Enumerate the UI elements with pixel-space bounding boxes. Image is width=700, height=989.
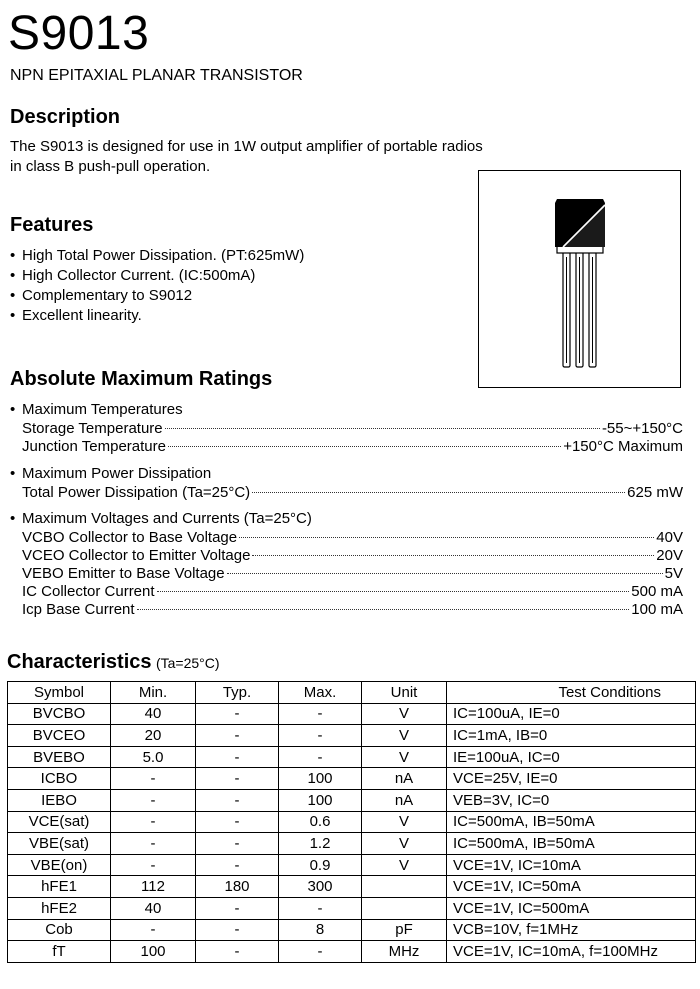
cell-typ: -	[196, 833, 279, 855]
cell-symbol: IEBO	[8, 789, 111, 811]
cell-test: VEB=3V, IC=0	[447, 789, 696, 811]
rating-group-power	[10, 464, 683, 502]
rating-group-title: • Maximum Voltages and Currents (Ta=25°C)	[10, 510, 312, 527]
cell-typ: -	[196, 897, 279, 919]
cell-test: VCE=1V, IC=10mA	[447, 854, 696, 876]
cell-symbol: fT	[8, 941, 111, 963]
cell-unit: nA	[362, 768, 447, 790]
rating-group-voltages-currents	[10, 509, 683, 619]
cell-min: 40	[111, 703, 196, 725]
characteristics-title	[7, 650, 220, 674]
bullet-icon: •	[10, 401, 16, 418]
part-number: S9013	[8, 7, 150, 60]
cell-unit: V	[362, 703, 447, 725]
cell-min: -	[111, 811, 196, 833]
characteristics-condition: (Ta=25°C)	[155, 655, 220, 671]
cell-unit: V	[362, 725, 447, 747]
cell-test: IC=500mA, IB=50mA	[447, 811, 696, 833]
cell-max: 1.2	[279, 833, 362, 855]
cell-max: 0.9	[279, 854, 362, 876]
cell-unit: nA	[362, 789, 447, 811]
cell-min: 100	[111, 941, 196, 963]
cell-symbol: ICBO	[8, 768, 111, 790]
cell-typ: -	[196, 854, 279, 876]
cell-test: IC=100uA, IE=0	[447, 703, 696, 725]
cell-symbol: VBE(on)	[8, 854, 111, 876]
subtitle: NPN EPITAXIAL PLANAR TRANSISTOR	[10, 67, 303, 84]
cell-min: -	[111, 789, 196, 811]
cell-max: 100	[279, 768, 362, 790]
cell-symbol: BVCEO	[8, 725, 111, 747]
cell-typ: 180	[196, 876, 279, 898]
rating-group-title: • Maximum Power Dissipation	[10, 465, 212, 482]
ratings-heading: Absolute Maximum Ratings	[10, 368, 273, 390]
cell-min: -	[111, 919, 196, 941]
cell-min: -	[111, 854, 196, 876]
table-row	[8, 725, 696, 747]
cell-max: -	[279, 725, 362, 747]
table-row	[8, 833, 696, 855]
cell-max: 300	[279, 876, 362, 898]
cell-test: IE=100uA, IC=0	[447, 746, 696, 768]
cell-max: -	[279, 941, 362, 963]
cell-typ: -	[196, 919, 279, 941]
cell-symbol: VBE(sat)	[8, 833, 111, 855]
leader-dots	[227, 573, 663, 574]
leader-dots	[137, 609, 630, 610]
bullet-icon: •	[10, 307, 16, 324]
col-unit: Unit	[362, 682, 447, 704]
cell-min: -	[111, 833, 196, 855]
table-row	[8, 897, 696, 919]
col-test-conditions: Test Conditions	[447, 682, 696, 704]
cell-test: VCE=1V, IC=50mA	[447, 876, 696, 898]
cell-test: VCE=1V, IC=500mA	[447, 897, 696, 919]
description-text	[10, 137, 550, 177]
cell-unit: V	[362, 811, 447, 833]
cell-max: -	[279, 703, 362, 725]
cell-typ: -	[196, 725, 279, 747]
description-line-1: The S9013 is designed for use in 1W output amplifier of portable radios	[10, 138, 483, 155]
col-min: Min.	[111, 682, 196, 704]
table-row	[8, 854, 696, 876]
cell-test: VCE=1V, IC=10mA, f=100MHz	[447, 941, 696, 963]
table-row	[8, 941, 696, 963]
table-row	[8, 876, 696, 898]
cell-typ: -	[196, 746, 279, 768]
table-body	[8, 703, 696, 962]
cell-test: VCE=25V, IE=0	[447, 768, 696, 790]
leader-dots	[165, 428, 600, 429]
bullet-icon: •	[10, 267, 16, 284]
cell-symbol: BVEBO	[8, 746, 111, 768]
description-heading: Description	[10, 106, 121, 128]
feature-item: • Excellent linearity.	[10, 307, 142, 324]
col-typ: Typ.	[196, 682, 279, 704]
col-symbol: Symbol	[8, 682, 111, 704]
cell-max: 0.6	[279, 811, 362, 833]
table-row	[8, 811, 696, 833]
leader-dots	[157, 591, 630, 592]
cell-unit: V	[362, 833, 447, 855]
cell-unit	[362, 897, 447, 919]
rating-row: Icp Base Current 100 mA	[22, 601, 683, 618]
table-row	[8, 768, 696, 790]
rating-group-temperatures	[10, 400, 683, 456]
bullet-icon: •	[10, 465, 16, 482]
cell-min: 20	[111, 725, 196, 747]
cell-symbol: hFE1	[8, 876, 111, 898]
cell-max: 100	[279, 789, 362, 811]
cell-min: -	[111, 768, 196, 790]
table-row	[8, 919, 696, 941]
to92-transistor-icon	[479, 171, 680, 387]
cell-typ: -	[196, 789, 279, 811]
cell-typ: -	[196, 703, 279, 725]
table-row	[8, 789, 696, 811]
features-list	[10, 246, 304, 326]
leader-dots	[168, 446, 561, 447]
characteristics-heading: Characteristics	[7, 651, 152, 673]
bullet-icon: •	[10, 510, 16, 527]
cell-test: VCB=10V, f=1MHz	[447, 919, 696, 941]
feature-item: • High Collector Current. (IC:500mA)	[10, 267, 256, 284]
rating-group-title: • Maximum Temperatures	[10, 401, 183, 418]
cell-unit: pF	[362, 919, 447, 941]
table-row	[8, 703, 696, 725]
leader-dots	[252, 492, 625, 493]
cell-unit: MHz	[362, 941, 447, 963]
rating-row: VCEO Collector to Emitter Voltage 20V	[22, 547, 683, 564]
cell-typ: -	[196, 941, 279, 963]
description-line-2: in class B push-pull operation.	[10, 158, 211, 175]
table-row	[8, 746, 696, 768]
table-header-row	[8, 682, 696, 704]
bullet-icon: •	[10, 287, 16, 304]
leader-dots	[252, 555, 654, 556]
features-heading: Features	[10, 214, 94, 236]
rating-row: Total Power Dissipation (Ta=25°C) 625 mW	[22, 484, 683, 501]
cell-max: 8	[279, 919, 362, 941]
rating-row: Storage Temperature -55~+150°C	[22, 420, 683, 437]
transistor-image-box	[478, 170, 681, 388]
cell-unit: V	[362, 746, 447, 768]
cell-unit	[362, 876, 447, 898]
cell-symbol: VCE(sat)	[8, 811, 111, 833]
cell-test: IC=1mA, IB=0	[447, 725, 696, 747]
cell-typ: -	[196, 811, 279, 833]
cell-typ: -	[196, 768, 279, 790]
cell-unit: V	[362, 854, 447, 876]
col-max: Max.	[279, 682, 362, 704]
rating-row: IC Collector Current 500 mA	[22, 583, 683, 600]
rating-row: VCBO Collector to Base Voltage 40V	[22, 529, 683, 546]
cell-symbol: hFE2	[8, 897, 111, 919]
feature-item: • High Total Power Dissipation. (PT:625mW)	[10, 247, 305, 264]
cell-symbol: Cob	[8, 919, 111, 941]
bullet-icon: •	[10, 247, 16, 264]
cell-min: 112	[111, 876, 196, 898]
cell-test: IC=500mA, IB=50mA	[447, 833, 696, 855]
cell-max: -	[279, 746, 362, 768]
leader-dots	[239, 537, 654, 538]
feature-item: • Complementary to S9012	[10, 287, 193, 304]
rating-row: VEBO Emitter to Base Voltage 5V	[22, 565, 683, 582]
cell-min: 5.0	[111, 746, 196, 768]
characteristics-table	[7, 681, 696, 963]
cell-min: 40	[111, 897, 196, 919]
cell-symbol: BVCBO	[8, 703, 111, 725]
cell-max: -	[279, 897, 362, 919]
rating-row: Junction Temperature +150°C Maximum	[22, 438, 683, 455]
